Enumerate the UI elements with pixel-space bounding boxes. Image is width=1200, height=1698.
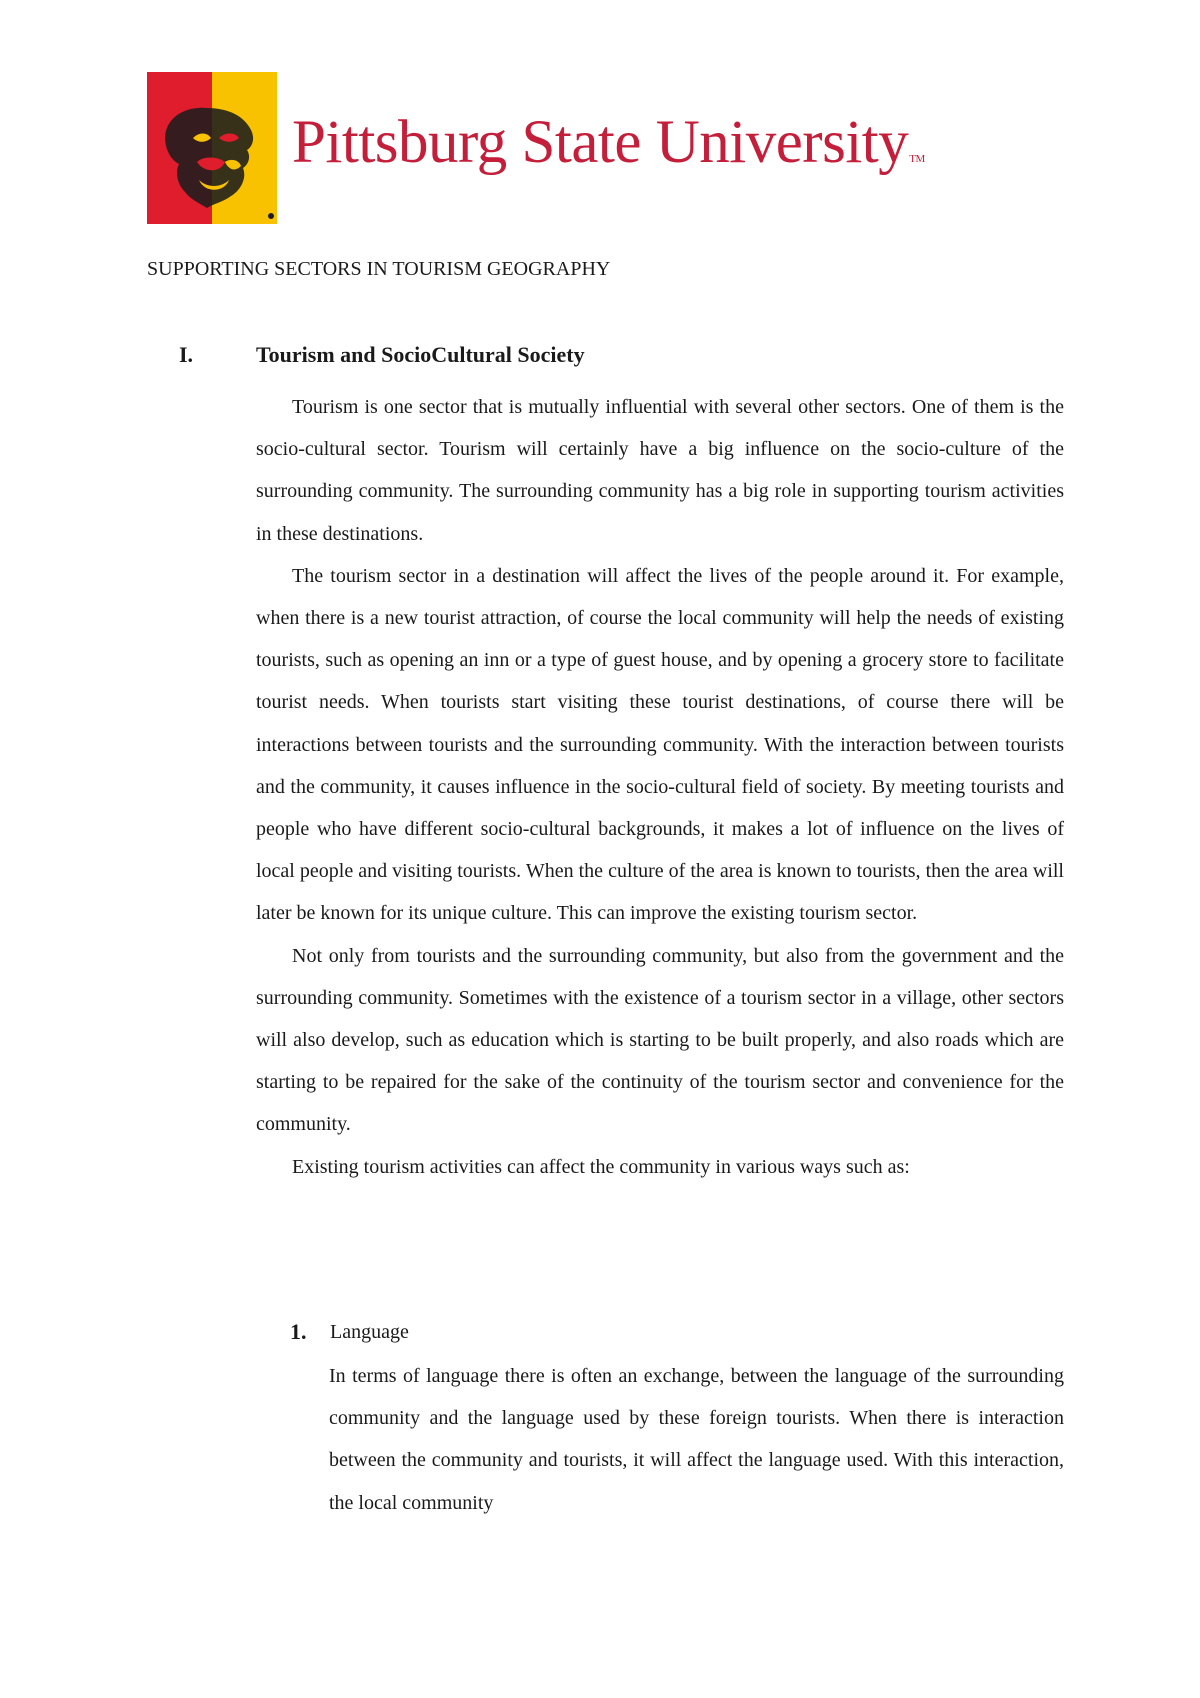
section-heading: [179, 341, 585, 369]
university-logo: [147, 72, 277, 224]
list-item-number: 1.: [290, 1319, 307, 1344]
list-item-heading: [290, 1311, 409, 1353]
list-item-text: In terms of language there is often an exchange, between the language of the surrounding community and the language used by these foreign tourists. When there is interaction between the community and tourists, it will affect the language used. With this interaction, the local community: [329, 1365, 1064, 1514]
paragraph: The tourism sector in a destination will affect the lives of the people around it. For example, when there is a new tourist attraction, of course the local community will help the needs of existing tourists, such as opening an inn or a type of guest house, and by opening a grocery store to facilitate tourist needs. When tourists start visiting these tourist destinations, of course there will be interactions between tourists and the surrounding community. With the interaction between tourists and the community, it causes influence in the socio-cultural field of society. By meeting tourists and people who have different socio-cultural backgrounds, it makes a lot of influence on the lives of local people and visiting tourists. When the culture of the area is known to tourists, then the area will later be known for its unique culture. This can improve the existing tourism sector.: [256, 564, 1064, 925]
list-item-body: [329, 1355, 1064, 1524]
paragraph: Tourism is one sector that is mutually influential with several other sectors. One of them is the socio-cultural sector. Tourism will certainly have a big influence on the socio-culture of the surrounding community. The surrounding community has a big role in supporting tourism activities in these destinations.: [256, 396, 1064, 545]
list-intro-paragraph: Existing tourism activities can affect the community in various ways such as:: [292, 1155, 910, 1178]
trademark-symbol: TM: [909, 153, 925, 165]
document-title: SUPPORTING SECTORS IN TOURISM GEOGRAPHY: [147, 258, 611, 280]
section-heading-text: Tourism and SocioCultural Society: [256, 342, 585, 367]
university-name: Pittsburg State University: [292, 109, 909, 176]
university-wordmark: [292, 109, 925, 176]
list-item-label: Language: [330, 1321, 409, 1343]
section-number: I.: [179, 342, 194, 367]
paragraph: Not only from tourists and the surrounding community, but also from the government and the surrounding community. Sometimes with the existence of a tourism sector in a village, other sectors will also develop, such as education which is starting to be built properly, and also roads which are starting to be repaired for the sake of the continuity of the tourism sector and convenience for the community.: [256, 944, 1064, 1136]
section-body: [256, 386, 1064, 1188]
gorilla-mascot-icon: [147, 72, 277, 224]
